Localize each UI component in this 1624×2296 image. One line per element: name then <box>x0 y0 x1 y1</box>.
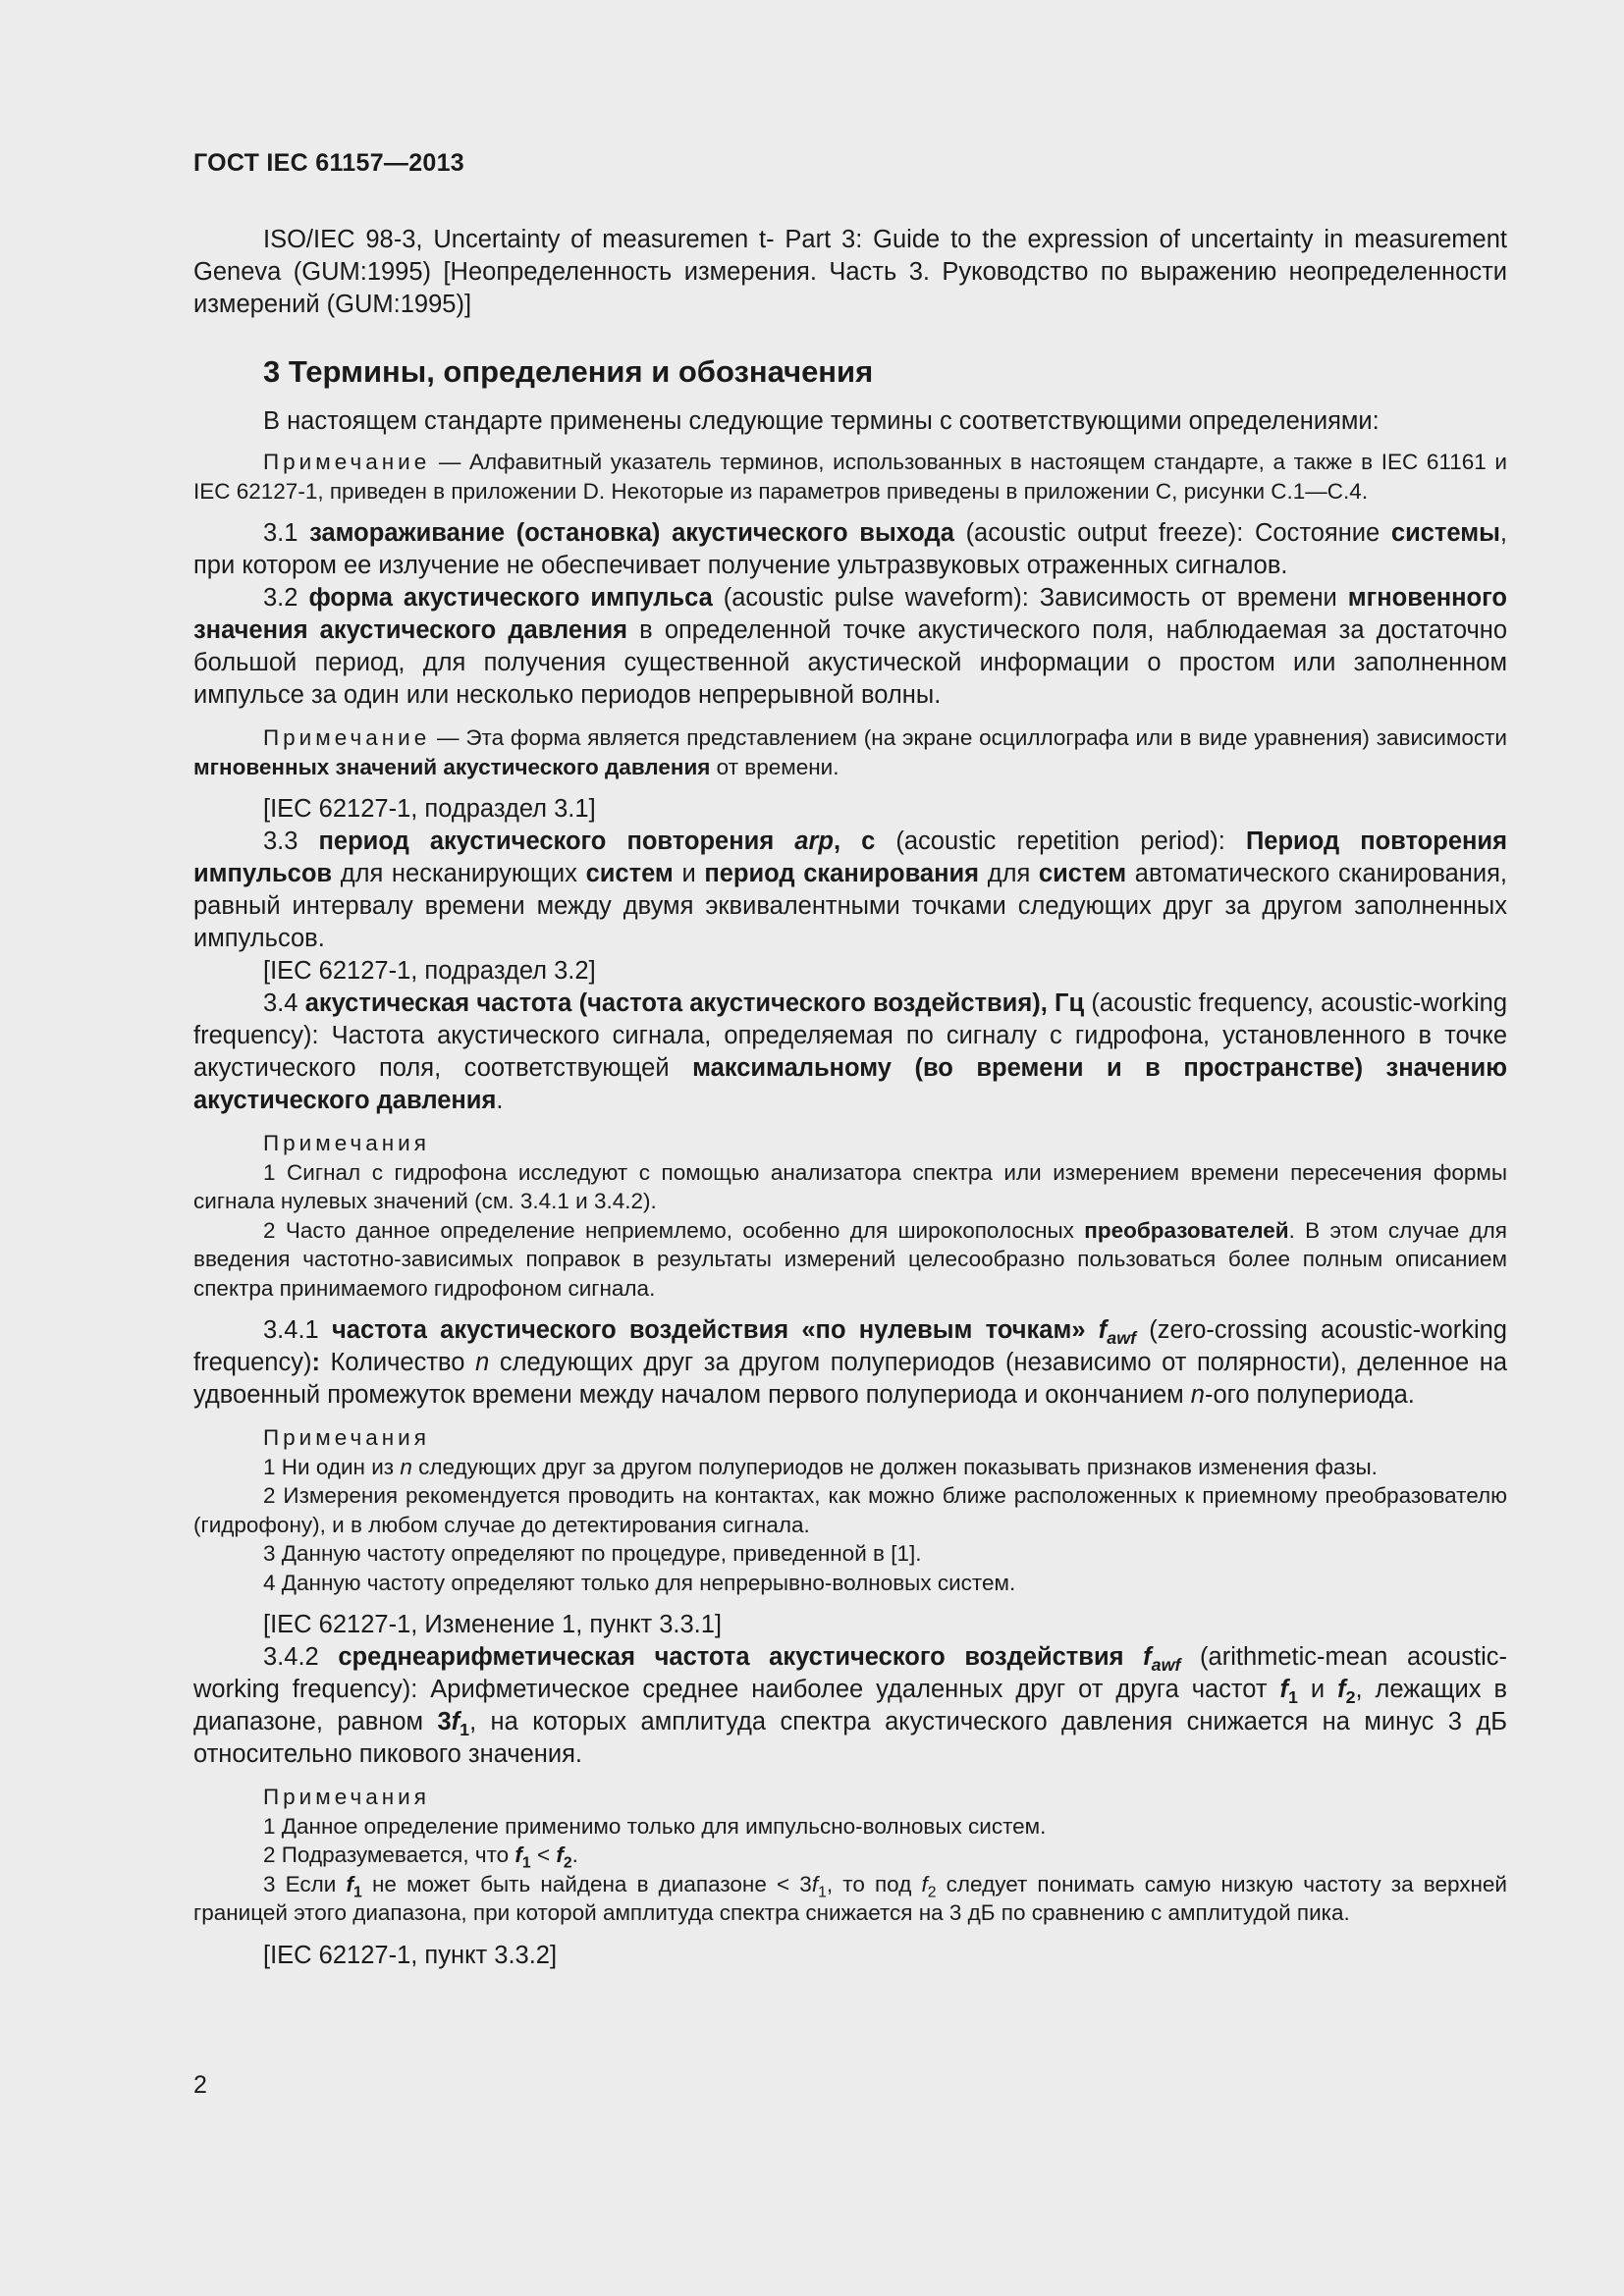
term-text: для несканирующих <box>332 860 586 887</box>
var-f: f <box>451 1708 460 1735</box>
term-3-4-1-source: [IEC 62127-1, Изменение 1, пункт 3.3.1] <box>263 1611 723 1638</box>
term-text: для <box>979 860 1039 887</box>
note-item: 2 Измерения рекомендуется проводить на контактах, как можно ближе расположенных к приемному преобразователю (гидрофону), и в любом случае до детектирования сигнала. <box>193 1483 1507 1537</box>
term-number: 3.3 <box>263 828 319 855</box>
range-multiplier: 3 <box>437 1708 452 1735</box>
note-text: 2 Подразумевается, что <box>263 1842 515 1867</box>
note-term-link: мгновенных значений акустического давления <box>193 754 711 779</box>
term-text: (acoustic repetition period): <box>875 828 1246 855</box>
var-f: f <box>1337 1676 1346 1703</box>
term-colon: : <box>311 1349 320 1376</box>
var-sub: 1 <box>1288 1687 1298 1708</box>
term-text: (acoustic output freeze): Состояние <box>953 519 1391 547</box>
var-n: n <box>475 1349 490 1376</box>
term-text: (acoustic frequency, acoustic-working frequency): Частота акустического сигнала, определяемая по сигналу с гидрофона, установленного в точке акустического поля, соответствующей <box>193 989 1507 1082</box>
section-note <box>193 448 1507 506</box>
term-title: акустическая частота (частота акустического воздействия), Гц <box>304 989 1085 1017</box>
term-link: максимальному (во времени и в пространстве) значению акустического давления <box>193 1054 1507 1114</box>
term-text: (acoustic pulse waveform): Зависимость от времени <box>712 584 1348 612</box>
term-link: систем <box>1038 860 1127 887</box>
term-number: 3.2 <box>263 584 309 612</box>
var-sub: 2 <box>1345 1687 1356 1708</box>
term-text: и <box>673 860 705 887</box>
term-link: период сканирования <box>704 860 980 887</box>
note-text: . <box>571 1842 578 1867</box>
term-text: -ого полупериода. <box>1204 1381 1415 1409</box>
term-text: , на которых амплитуда спектра акустического давления снижается на минус 3 дБ относительно пикового значения. <box>193 1708 1507 1768</box>
term-3-4-1 <box>193 1314 1507 1412</box>
term-3-1 <box>193 517 1507 582</box>
note-text: Алфавитный указатель терминов, использованных в настоящем стандарте, а также в IEC 61161 и IEC 62127-1, приведен в приложении D. Некоторые из параметров приведены в приложении С, рисунки С.1—С.4. <box>193 450 1507 504</box>
term-text: в определенной точке акустического поля, наблюдаемая за достаточно большой период, для получения существенной акустической информации о простом или заполненном импульсе за один или несколько периодов непрерывной волны. <box>193 616 1508 709</box>
var-f: f <box>811 1871 819 1896</box>
term-link: систем <box>585 860 674 887</box>
var-f: f <box>514 1842 522 1867</box>
term-3-4-2 <box>193 1641 1507 1771</box>
var-sub: 1 <box>353 1884 362 1900</box>
term-3-2 <box>193 582 1507 712</box>
note-item: 1 Данное определение применимо только для импульсно-волновых систем. <box>263 1813 1047 1839</box>
term-symbol: f <box>1098 1316 1108 1344</box>
notes-label: Примечания <box>263 1785 430 1809</box>
term-title: замораживание (остановка) акустического выхода <box>309 519 954 547</box>
note-text: не может быть найдена в диапазоне < 3 <box>361 1871 812 1896</box>
term-text: и <box>1297 1676 1338 1703</box>
note-text: следует понимать самую низкую частоту за верхней границей этого диапазона, при которой амплитуда спектра снижается на 3 дБ по сравнению с амплитудой пика. <box>193 1871 1507 1925</box>
note-text: 3 Если <box>263 1871 347 1896</box>
term-symbol-sub: awf <box>1151 1655 1181 1676</box>
var-n: n <box>400 1454 412 1479</box>
page-content <box>193 224 1507 1972</box>
note-text: . В этом случае для введения частотно-зависимых поправок в результаты измерений целесообразно пользоваться более полным описанием спектра принимаемого гидрофоном сигнала. <box>193 1217 1507 1301</box>
term-symbol-sub: awf <box>1107 1328 1137 1349</box>
note-text: от времени. <box>710 754 839 779</box>
var-sub: 2 <box>563 1854 572 1872</box>
page-number: 2 <box>193 2071 207 2099</box>
note-item <box>193 1216 1507 1304</box>
var-f: f <box>921 1871 928 1896</box>
notes-label: Примечания <box>263 1131 430 1155</box>
note-dash: — <box>430 725 466 750</box>
term-number: 3.1 <box>263 519 310 547</box>
note-item <box>193 1841 1507 1870</box>
note-item: 4 Данную частоту определяют только для непрерывно-волновых систем. <box>263 1570 1016 1595</box>
term-3-3 <box>193 826 1507 955</box>
note-text: 1 Ни один из <box>263 1454 401 1479</box>
term-text: . <box>496 1087 504 1114</box>
var-sub: 1 <box>818 1884 827 1900</box>
term-unit: , с <box>833 828 876 855</box>
term-number: 3.4.1 <box>263 1316 332 1344</box>
term-3-4 <box>193 988 1507 1117</box>
note-item: 3 Данную частоту определяют по процедуре, приведенной в [1]. <box>263 1541 922 1566</box>
note-dash: — <box>430 450 469 474</box>
section-intro: В настоящем стандарте применены следующие термины с соответствующими определениями: <box>263 407 1380 435</box>
notes-label: Примечания <box>263 1425 430 1450</box>
term-text: (zero-crossing acoustic-working frequency) <box>193 1316 1507 1376</box>
term-symbol: arp <box>794 828 834 855</box>
var-sub: 2 <box>927 1884 937 1900</box>
var-f: f <box>1279 1676 1289 1703</box>
term-text: , лежащих в диапазоне, равном <box>193 1676 1507 1735</box>
section-heading: 3 Термины, определения и обозначения <box>263 354 874 389</box>
note-label: Примечание <box>263 450 431 474</box>
var-f: f <box>556 1842 564 1867</box>
term-link: Период повторения импульсов <box>193 828 1507 887</box>
term-3-2-source: [IEC 62127-1, подраздел 3.1] <box>263 795 596 823</box>
term-text: , при котором ее излучение не обеспечивает получение ультразвуковых отраженных сигналов. <box>193 519 1507 579</box>
note-label: Примечание <box>263 725 431 750</box>
note-text: Эта форма является представлением (на экране осциллографа или в виде уравнения) зависимости <box>465 725 1507 750</box>
note-text: < <box>530 1842 557 1867</box>
term-symbol: f <box>1143 1643 1152 1671</box>
note-text: следующих друг за другом полупериодов не должен показывать признаков изменения фазы. <box>411 1454 1378 1479</box>
term-3-2-note <box>193 723 1507 781</box>
term-number: 3.4 <box>263 989 305 1017</box>
term-number: 3.4.2 <box>263 1643 339 1671</box>
term-3-3-source: [IEC 62127-1, подраздел 3.2] <box>263 957 596 985</box>
var-sub: 1 <box>460 1720 470 1740</box>
term-3-4-2-source: [IEC 62127-1, пункт 3.3.2] <box>263 1941 558 1969</box>
term-title: среднеарифметическая частота акустического воздействия <box>338 1643 1144 1671</box>
term-text: (arithmetic-mean acoustic-working frequency): Арифметическое среднее наиболее удаленных друг от друга частот <box>193 1643 1507 1703</box>
term-text: автоматического сканирования, равный интервалу времени между двумя эквивалентными точками следующих друг за другом заполненных импульсов. <box>193 860 1507 952</box>
term-title: частота акустического воздействия «по нулевым точкам» <box>331 1316 1099 1344</box>
term-title: форма акустического импульса <box>308 584 713 612</box>
note-text: , то под <box>826 1871 922 1896</box>
var-sub: 1 <box>521 1854 531 1872</box>
term-text: следующих друг за другом полупериодов (независимо от полярности), деленное на удвоенный промежуток времени между началом первого полупериода и окончанием <box>193 1349 1507 1409</box>
term-link: системы <box>1390 519 1500 547</box>
term-title: период акустического повторения <box>318 828 795 855</box>
note-term-link: преобразователей <box>1084 1217 1289 1243</box>
var-n: n <box>1190 1381 1205 1409</box>
var-f: f <box>346 1871 354 1896</box>
page-header: ГОСТ IEC 61157—2013 <box>193 149 465 177</box>
note-item <box>193 1453 1507 1482</box>
reference-entry: ISO/IEC 98-3, Uncertainty of measuremen t- Part 3: Guide to the expression of uncertainty in measurement Geneva (GUM:1995) [Неопределенность измерения. Часть 3. Руководство по выражению неопределенности измерений (GUM:1995)] <box>193 226 1507 318</box>
note-item <box>193 1870 1507 1928</box>
note-text: 2 Часто данное определение неприемлемо, особенно для широкополосных <box>263 1217 1085 1243</box>
term-link: мгновенного значения акустического давления <box>193 584 1507 644</box>
term-text: Количество <box>319 1349 476 1376</box>
note-item: 1 Сигнал с гидрофона исследуют с помощью анализатора спектра или измерением времени пересечения формы сигнала нулевых значений (см. 3.4.1 и 3.4.2). <box>193 1159 1507 1213</box>
